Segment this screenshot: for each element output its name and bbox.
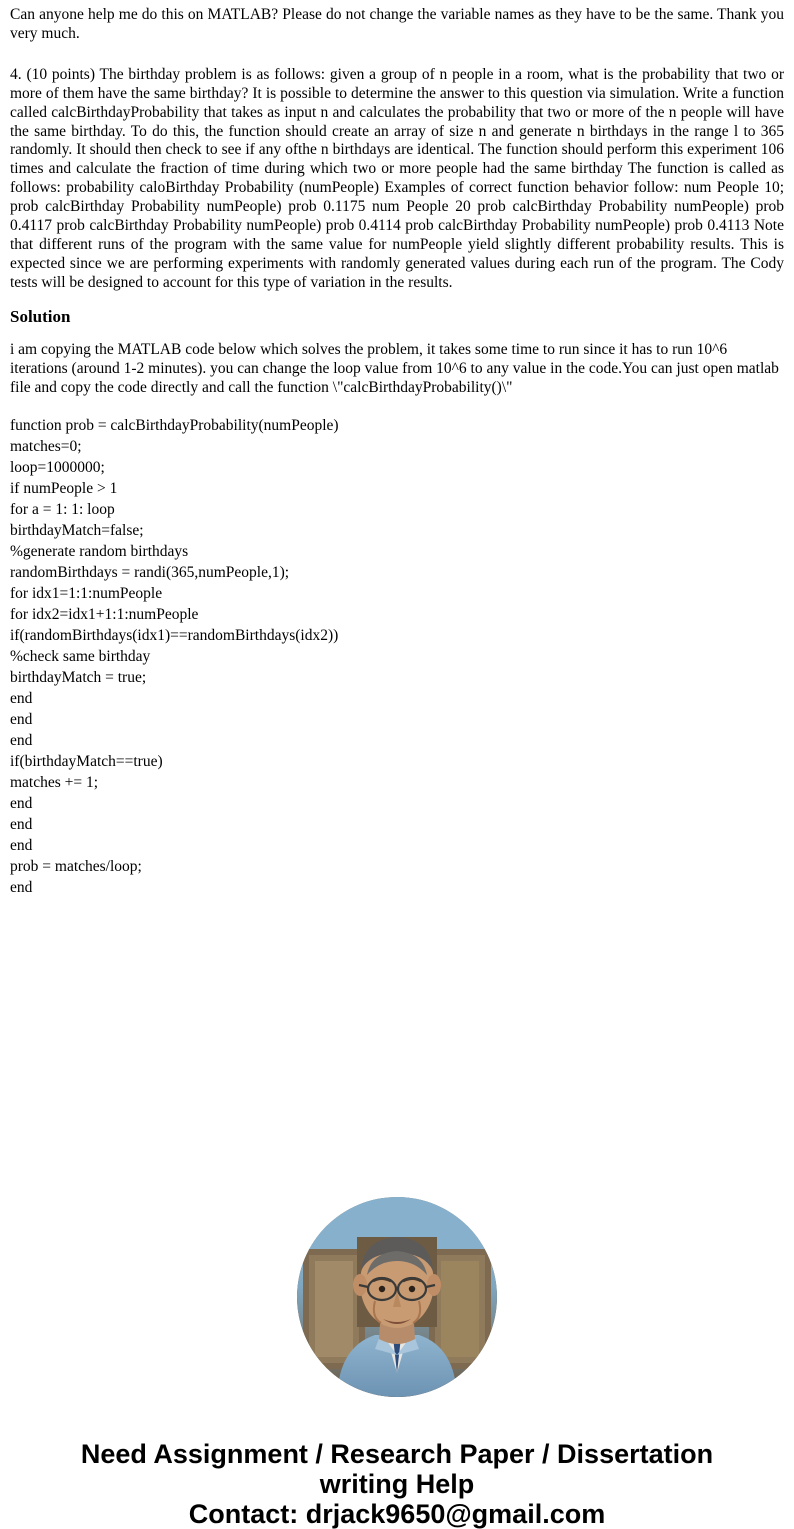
code-line: matches=0; [10, 438, 82, 456]
code-line: matches += 1; [10, 773, 99, 791]
code-line: birthdayMatch=false; [10, 522, 144, 540]
code-line: end [10, 690, 33, 707]
code-line: %generate random birthdays [10, 543, 189, 561]
cta-contact-line: Contact: drjack9650@gmail.com [188, 1499, 606, 1529]
avatar [297, 1197, 497, 1397]
code-line: loop=1000000; [10, 459, 105, 477]
code-line: if numPeople > 1 [10, 480, 118, 498]
code-line: %check same birthday [10, 648, 151, 666]
code-line: end [10, 794, 33, 812]
profile-photo-container [10, 1197, 784, 1397]
cta-block [10, 1439, 784, 1529]
solution-heading: Solution [10, 306, 71, 326]
code-line: end [10, 878, 33, 896]
code-line: end [10, 710, 33, 728]
code-line: for idx1=1:1:numPeople [10, 585, 163, 603]
cta-line-2: writing Help [319, 1468, 475, 1499]
matlab-code-block [10, 417, 784, 896]
code-line: end [10, 836, 33, 854]
code-line: end [10, 815, 33, 833]
code-line: end [10, 731, 33, 749]
code-line: for a = 1: 1: loop [10, 501, 115, 519]
code-line: randomBirthdays = randi(365,numPeople,1); [10, 564, 290, 582]
cta-line-1: Need Assignment / Research Paper / Dissertation [80, 1438, 714, 1469]
solution-intro: i am copying the MATLAB code below which solves the problem, it takes some time to run since it has to run 10^6 iterations (around 1-2 minutes). you can change the loop value from 10^6 to any value in the code.You can just open matlab file and copy the code directly and call the function \"calcBirthdayProbability()\" [10, 340, 779, 396]
code-line: prob = matches/loop; [10, 857, 142, 875]
code-line: for idx2=idx1+1:1:numPeople [10, 606, 199, 624]
request-note: Can anyone help me do this on MATLAB? Please do not change the variable names as they have to be the same. Thank you very much. [10, 6, 784, 42]
code-line: function prob = calcBirthdayProbability(numPeople) [10, 417, 339, 435]
code-line: if(randomBirthdays(idx1)==randomBirthdays(idx2)) [10, 627, 339, 645]
question-text: 4. (10 points) The birthday problem is as follows: given a group of n people in a room, what is the probability that two or more of them have the same birthday? It is possible to determine the answer to this question via simulation. Write a function called calcBirthdayProbability that takes as input n and calculates the probability that two or more of the n people will have the same birthday. To do this, the function should create an array of size n and generate n birthdays in the range l to 365 randomly. It should then check to see if any ofthe n birthdays are identical. The function should perform this experiment 106 times and calculate the fraction of time during which two or more people had the same birthday The function is called as follows: probability caloBirthday Probability (numPeople) Examples of correct function behavior follow: num People 10; prob calcBirthday Probability numPeople) prob 0.1175 num People 20 prob calcBirthday Probability numPeople) prob 0.4117 prob calcBirthday Probability numPeople) prob 0.4114 prob calcBirthday Probability numPeople) prob 0.4113 Note that different runs of the program with the same value for numPeople yield slightly different probability results. This is expected since we are performing experiments with randomly generated values during each run of the program. The Cody tests will be designed to account for this type of variation in the results. [10, 65, 784, 291]
code-line: if(birthdayMatch==true) [10, 752, 163, 770]
avatar-image [297, 1197, 497, 1397]
code-line: birthdayMatch = true; [10, 669, 147, 687]
